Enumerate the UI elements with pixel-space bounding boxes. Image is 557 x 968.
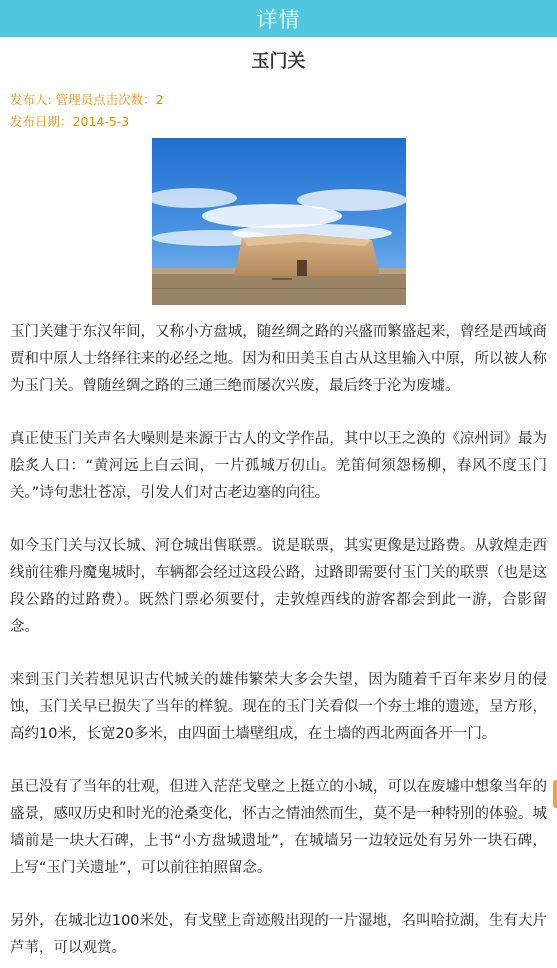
article-title: 玉门关 — [251, 51, 306, 72]
publisher-info: 发布人: 管理员点击次数：2 — [10, 92, 164, 107]
article-paragraph: 如今玉门关与汉长城、河仓城出售联票。说是联票，其实更像是过路费。从敦煌走西线前往雅丹魔鬼城时，车辆都会经过这段公路，过路即需要付玉门关的联票（也是这段公路的过路费）。既然门票必须要付，走敦煌西线的游客都会到此一游，合影留念。 — [10, 538, 547, 635]
article-image — [152, 138, 406, 305]
article-paragraph: 来到玉门关若想见识古代城关的雄伟繁荣大多会失望，因为随着千百年来岁月的侵蚀，玉门关早已损失了当年的样貌。现在的玉门关看似一个夯土堆的遗迹，呈方形，高约10米，长宽20多米，由四面土墙壁组成，在土墙的西北两面各开一门。 — [10, 672, 547, 742]
article — [0, 49, 557, 962]
article-paragraph: 真正使玉门关声名大噪则是来源于古人的文学作品，其中以王之涣的《凉州词》最为脍炙人口：“黄河远上白云间，一片孤城万仞山。羌笛何须怨杨柳，春风不度玉门关。”诗句悲壮苍凉，引发人们对古老边塞的向往。 — [10, 431, 547, 501]
article-paragraph: 玉门关建于东汉年间，又称小方盘城，随丝绸之路的兴盛而繁盛起来，曾经是西域商贾和中原人士络绎往来的必经之地。因为和田美玉自古从这里输入中原，所以被人称为玉门关。曾随丝绸之路的三通三绝而屡次兴废，最后终于沦为废墟。 — [10, 324, 547, 394]
article-paragraph: 虽已没有了当年的壮观，但进入茫茫戈壁之上挺立的小城，可以在废墟中想象当年的盛景，感叹历史和时光的沧桑变化，怀古之情油然而生，莫不是一种特别的体验。城墙前是一块大石碑，上书“小方盘城遗址”，在城墙另一边较远处有另外一块石碑，上写“玉门关遗址”，可以前往拍照留念。 — [10, 779, 547, 876]
article-body — [10, 319, 547, 962]
edge-tab-marker[interactable] — [553, 780, 557, 808]
title-bar — [0, 0, 557, 37]
page-title: 详情 — [256, 7, 301, 32]
publish-date: 发布日期：2014-5-3 — [10, 114, 130, 129]
article-paragraph: 另外，在城北边100米处，有戈壁上奇迹般出现的一片湿地，名叫哈拉湖，生有大片芦苇，可以观赏。 — [10, 913, 547, 956]
